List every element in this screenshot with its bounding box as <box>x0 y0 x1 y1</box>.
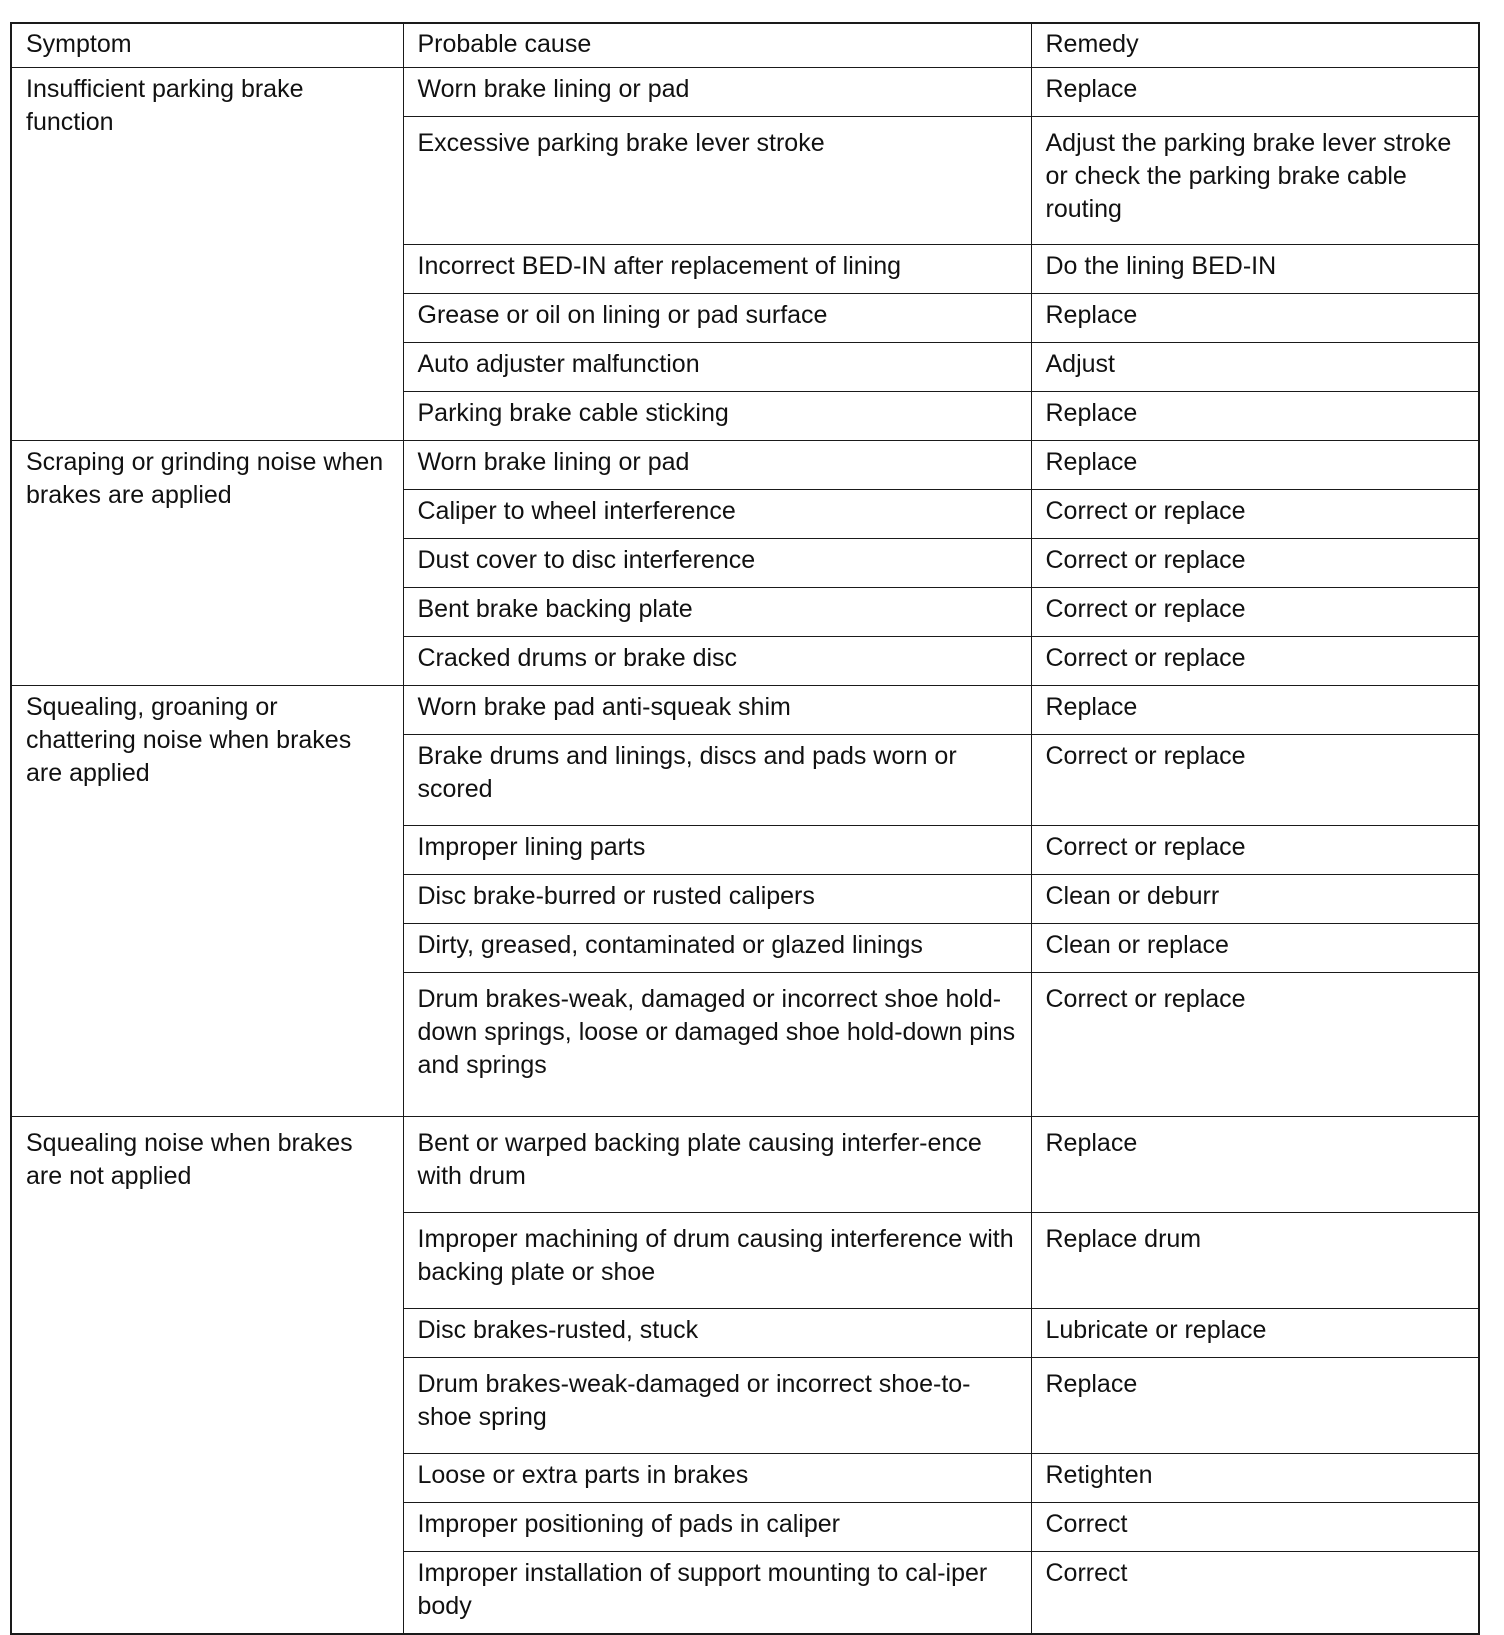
remedy-cell: Correct <box>1031 1503 1479 1552</box>
symptom-cell: Scraping or grinding noise when brakes are applied <box>11 441 403 686</box>
cause-cell: Worn brake lining or pad <box>403 68 1031 117</box>
remedy-cell: Adjust <box>1031 343 1479 392</box>
cause-cell: Caliper to wheel interference <box>403 490 1031 539</box>
cause-cell: Disc brakes-rusted, stuck <box>403 1309 1031 1358</box>
cause-cell: Improper lining parts <box>403 826 1031 875</box>
remedy-cell: Replace <box>1031 686 1479 735</box>
cause-cell: Drum brakes-weak, damaged or incorrect shoe hold-down springs, loose or damaged shoe hold-down pins and springs <box>403 973 1031 1117</box>
remedy-cell: Replace <box>1031 68 1479 117</box>
remedy-cell: Correct or replace <box>1031 637 1479 686</box>
cause-cell: Bent or warped backing plate causing interfer-ence with drum <box>403 1117 1031 1213</box>
remedy-cell: Replace <box>1031 441 1479 490</box>
cause-cell: Worn brake pad anti-squeak shim <box>403 686 1031 735</box>
remedy-cell: Correct or replace <box>1031 490 1479 539</box>
troubleshooting-table <box>10 22 1480 1635</box>
cause-cell: Improper installation of support mounting to cal-iper body <box>403 1552 1031 1635</box>
cause-cell: Grease or oil on lining or pad surface <box>403 294 1031 343</box>
remedy-cell: Replace <box>1031 392 1479 441</box>
table-row <box>11 68 1479 117</box>
cause-cell: Loose or extra parts in brakes <box>403 1454 1031 1503</box>
symptom-cell: Insufficient parking brake function <box>11 68 403 441</box>
remedy-cell: Correct or replace <box>1031 588 1479 637</box>
cause-cell: Brake drums and linings, discs and pads worn or scored <box>403 735 1031 826</box>
cause-cell: Drum brakes-weak-damaged or incorrect shoe-to-shoe spring <box>403 1358 1031 1454</box>
probable-cause-header: Probable cause <box>403 23 1031 68</box>
cause-cell: Dirty, greased, contaminated or glazed linings <box>403 924 1031 973</box>
symptom-cell: Squealing, groaning or chattering noise when brakes are applied <box>11 686 403 1117</box>
table-row <box>11 686 1479 735</box>
remedy-cell: Clean or replace <box>1031 924 1479 973</box>
cause-cell: Incorrect BED-IN after replacement of lining <box>403 245 1031 294</box>
remedy-cell: Replace <box>1031 294 1479 343</box>
remedy-cell: Adjust the parking brake lever stroke or check the parking brake cable routing <box>1031 117 1479 245</box>
remedy-cell: Replace <box>1031 1117 1479 1213</box>
cause-cell: Improper machining of drum causing interference with backing plate or shoe <box>403 1213 1031 1309</box>
remedy-cell: Replace drum <box>1031 1213 1479 1309</box>
remedy-header: Remedy <box>1031 23 1479 68</box>
remedy-cell: Lubricate or replace <box>1031 1309 1479 1358</box>
table-row <box>11 441 1479 490</box>
remedy-cell: Correct or replace <box>1031 826 1479 875</box>
table-row <box>11 1117 1479 1213</box>
cause-cell: Auto adjuster malfunction <box>403 343 1031 392</box>
cause-cell: Bent brake backing plate <box>403 588 1031 637</box>
remedy-cell: Clean or deburr <box>1031 875 1479 924</box>
cause-cell: Cracked drums or brake disc <box>403 637 1031 686</box>
remedy-cell: Correct <box>1031 1552 1479 1635</box>
remedy-cell: Do the lining BED-IN <box>1031 245 1479 294</box>
symptom-cell: Squealing noise when brakes are not applied <box>11 1117 403 1635</box>
cause-cell: Worn brake lining or pad <box>403 441 1031 490</box>
cause-cell: Parking brake cable sticking <box>403 392 1031 441</box>
remedy-cell: Correct or replace <box>1031 973 1479 1117</box>
remedy-cell: Correct or replace <box>1031 539 1479 588</box>
remedy-cell: Correct or replace <box>1031 735 1479 826</box>
cause-cell: Dust cover to disc interference <box>403 539 1031 588</box>
cause-cell: Disc brake-burred or rusted calipers <box>403 875 1031 924</box>
remedy-cell: Replace <box>1031 1358 1479 1454</box>
header-row <box>11 23 1479 68</box>
cause-cell: Excessive parking brake lever stroke <box>403 117 1031 245</box>
remedy-cell: Retighten <box>1031 1454 1479 1503</box>
cause-cell: Improper positioning of pads in caliper <box>403 1503 1031 1552</box>
troubleshooting-sheet <box>10 22 1478 1635</box>
symptom-header: Symptom <box>11 23 403 68</box>
